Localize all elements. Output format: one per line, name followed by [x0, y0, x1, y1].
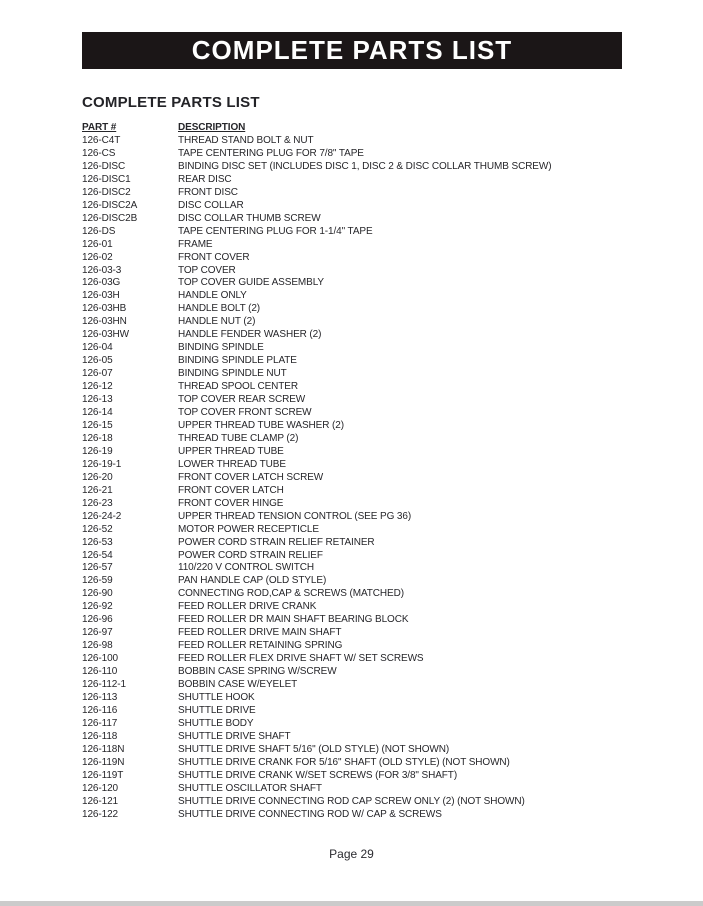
table-row [82, 329, 622, 342]
part-number-cell: 126-90 [82, 588, 113, 600]
table-header-row [82, 121, 622, 135]
part-number-cell: 126-59 [82, 575, 113, 587]
part-number-cell: 126-DS [82, 225, 116, 237]
table-row [82, 355, 622, 368]
part-number-cell: 126-DISC [82, 160, 126, 172]
table-row [82, 627, 622, 640]
table-row [82, 420, 622, 433]
table-row [82, 550, 622, 563]
part-number-cell: 126-112-1 [82, 679, 126, 691]
description-cell: 110/220 V CONTROL SWITCH [178, 562, 314, 574]
table-row [82, 277, 622, 290]
table-row [82, 783, 622, 796]
description-cell: DISC COLLAR [178, 199, 244, 211]
description-cell: FRAME [178, 238, 213, 250]
description-cell: BINDING SPINDLE NUT [178, 368, 287, 380]
description-cell: PAN HANDLE CAP (OLD STYLE) [178, 575, 327, 587]
description-cell: FEED ROLLER DRIVE MAIN SHAFT [178, 627, 342, 639]
description-cell: DISC COLLAR THUMB SCREW [178, 212, 321, 224]
description-cell: FRONT COVER HINGE [178, 497, 284, 509]
part-number-cell: 126-C4T [82, 135, 121, 146]
description-cell: SHUTTLE DRIVE [178, 704, 256, 716]
part-number-cell: 126-122 [82, 808, 118, 820]
table-row [82, 342, 622, 355]
table-row [82, 511, 622, 524]
description-cell: TOP COVER GUIDE ASSEMBLY [178, 277, 324, 289]
description-cell: SHUTTLE BODY [178, 717, 254, 729]
table-row [82, 498, 622, 511]
part-number-cell: 126-97 [82, 627, 113, 639]
column-header-part: PART # [82, 122, 117, 133]
part-number-cell: 126-118 [82, 730, 118, 742]
description-cell: BINDING SPINDLE PLATE [178, 355, 297, 367]
part-number-cell: 126-121 [82, 795, 118, 807]
description-cell: BINDING SPINDLE [178, 342, 264, 354]
table-row [82, 239, 622, 252]
table-row [82, 213, 622, 226]
table-row [82, 666, 622, 679]
page-title: COMPLETE PARTS LIST [82, 94, 260, 111]
description-cell: SHUTTLE DRIVE CONNECTING ROD CAP SCREW ONLY (2) (NOT SHOWN) [178, 795, 525, 807]
description-cell: MOTOR POWER RECEPTICLE [178, 523, 319, 535]
table-row [82, 757, 622, 770]
part-number-cell: 126-110 [82, 666, 118, 678]
description-cell: SHUTTLE DRIVE SHAFT [178, 730, 291, 742]
description-cell: THREAD TUBE CLAMP (2) [178, 432, 299, 444]
table-row [82, 562, 622, 575]
part-number-cell: 126-03HN [82, 316, 127, 328]
part-number-cell: 126-98 [82, 640, 113, 652]
table-row [82, 446, 622, 459]
table-row [82, 174, 622, 187]
part-number-cell: 126-119T [82, 769, 124, 781]
part-number-cell: 126-53 [82, 536, 113, 548]
table-row [82, 744, 622, 757]
description-cell: TOP COVER REAR SCREW [178, 394, 306, 406]
part-number-cell: 126-113 [82, 691, 118, 703]
part-number-cell: 126-03HW [82, 329, 129, 341]
description-cell: SHUTTLE HOOK [178, 691, 255, 703]
description-cell: HANDLE FENDER WASHER (2) [178, 329, 322, 341]
table-row [82, 265, 622, 278]
part-number-cell: 126-118N [82, 743, 125, 755]
table-row [82, 407, 622, 420]
table-row [82, 614, 622, 627]
description-cell: FEED ROLLER DRIVE CRANK [178, 601, 317, 613]
table-row [82, 200, 622, 213]
table-row [82, 575, 622, 588]
description-cell: FRONT COVER [178, 251, 250, 263]
part-number-cell: 126-07 [82, 368, 113, 380]
description-cell: UPPER THREAD TUBE [178, 445, 284, 457]
page-content [82, 32, 622, 822]
part-number-cell: 126-12 [82, 381, 113, 393]
description-cell: SHUTTLE DRIVE SHAFT 5/16" (OLD STYLE) (NOT SHOWN) [178, 743, 450, 755]
table-row [82, 161, 622, 174]
description-cell: SHUTTLE DRIVE CRANK W/SET SCREWS (FOR 3/8" SHAFT) [178, 769, 458, 781]
description-cell: UPPER THREAD TUBE WASHER (2) [178, 419, 344, 431]
table-row [82, 472, 622, 485]
table-row [82, 303, 622, 316]
table-row [82, 524, 622, 537]
table-row [82, 601, 622, 614]
description-cell: FRONT COVER LATCH SCREW [178, 471, 324, 483]
description-cell: HANDLE NUT (2) [178, 316, 256, 328]
table-row [82, 485, 622, 498]
description-cell: HANDLE ONLY [178, 290, 247, 302]
description-cell: FRONT DISC [178, 186, 238, 198]
description-cell: SHUTTLE DRIVE CRANK FOR 5/16" SHAFT (OLD STYLE) (NOT SHOWN) [178, 756, 510, 768]
table-row [82, 187, 622, 200]
description-cell: TOP COVER [178, 264, 236, 276]
description-cell: TAPE CENTERING PLUG FOR 1-1/4" TAPE [178, 225, 373, 237]
description-cell: FEED ROLLER DR MAIN SHAFT BEARING BLOCK [178, 614, 409, 626]
table-row [82, 796, 622, 809]
page-number: Page 29 [329, 847, 374, 861]
part-number-cell: 126-02 [82, 251, 113, 263]
part-number-cell: 126-116 [82, 704, 118, 716]
table-row [82, 653, 622, 666]
table-row [82, 537, 622, 550]
part-number-cell: 126-54 [82, 549, 113, 561]
description-cell: POWER CORD STRAIN RELIEF RETAINER [178, 536, 375, 548]
part-number-cell: 126-20 [82, 471, 113, 483]
part-number-cell: 126-01 [82, 238, 113, 250]
description-cell: TOP COVER FRONT SCREW [178, 407, 312, 419]
part-number-cell: 126-CS [82, 147, 116, 159]
description-cell: THREAD SPOOL CENTER [178, 381, 298, 393]
part-number-cell: 126-DISC2 [82, 186, 131, 198]
table-row [82, 381, 622, 394]
part-number-cell: 126-96 [82, 614, 113, 626]
part-number-cell: 126-03-3 [82, 264, 122, 276]
description-cell: BINDING DISC SET (INCLUDES DISC 1, DISC 2 & DISC COLLAR THUMB SCREW) [178, 160, 552, 172]
part-number-cell: 126-15 [82, 419, 113, 431]
description-cell: SHUTTLE DRIVE CONNECTING ROD W/ CAP & SCREWS [178, 808, 442, 820]
part-number-cell: 126-04 [82, 342, 113, 354]
table-row [82, 368, 622, 381]
table-row [82, 640, 622, 653]
part-number-cell: 126-120 [82, 782, 118, 794]
description-cell: BOBBIN CASE SPRING W/SCREW [178, 666, 337, 678]
scan-edge-artifact [0, 901, 703, 906]
part-number-cell: 126-24-2 [82, 510, 122, 522]
part-number-cell: 126-DISC2A [82, 199, 138, 211]
part-number-cell: 126-57 [82, 562, 113, 574]
table-row [82, 809, 622, 822]
table-row [82, 148, 622, 161]
part-number-cell: 126-DISC2B [82, 212, 138, 224]
part-number-cell: 126-13 [82, 394, 113, 406]
description-cell: HANDLE BOLT (2) [178, 303, 261, 315]
part-number-cell: 126-18 [82, 432, 113, 444]
table-row [82, 705, 622, 718]
description-cell: THREAD STAND BOLT & NUT [178, 135, 314, 146]
banner-title: COMPLETE PARTS LIST [191, 35, 513, 65]
title-banner [82, 32, 622, 69]
part-number-cell: 126-03G [82, 277, 121, 289]
description-cell: REAR DISC [178, 173, 232, 185]
description-cell: BOBBIN CASE W/EYELET [178, 679, 298, 691]
part-number-cell: 126-19-1 [82, 458, 122, 470]
table-row [82, 692, 622, 705]
part-number-cell: 126-05 [82, 355, 113, 367]
description-cell: UPPER THREAD TENSION CONTROL (SEE PG 36) [178, 510, 412, 522]
part-number-cell: 126-21 [82, 484, 113, 496]
part-number-cell: 126-92 [82, 601, 113, 613]
table-row [82, 459, 622, 472]
part-number-cell: 126-14 [82, 407, 113, 419]
table-row [82, 394, 622, 407]
part-number-cell: 126-52 [82, 523, 113, 535]
part-number-cell: 126-03H [82, 290, 120, 302]
table-row [82, 679, 622, 692]
table-body [82, 135, 622, 822]
table-row [82, 433, 622, 446]
parts-table [82, 121, 622, 822]
table-row [82, 226, 622, 239]
description-cell: CONNECTING ROD,CAP & SCREWS (MATCHED) [178, 588, 404, 600]
description-cell: LOWER THREAD TUBE [178, 458, 286, 470]
table-row [82, 770, 622, 783]
table-row [82, 252, 622, 265]
description-cell: SHUTTLE OSCILLATOR SHAFT [178, 782, 322, 794]
part-number-cell: 126-100 [82, 653, 118, 665]
table-row [82, 718, 622, 731]
column-header-description: DESCRIPTION [178, 122, 246, 133]
description-cell: TAPE CENTERING PLUG FOR 7/8" TAPE [178, 147, 364, 159]
table-row [82, 135, 622, 148]
table-row [82, 290, 622, 303]
part-number-cell: 126-119N [82, 756, 125, 768]
part-number-cell: 126-23 [82, 497, 113, 509]
part-number-cell: 126-117 [82, 717, 118, 729]
table-row [82, 316, 622, 329]
part-number-cell: 126-DISC1 [82, 173, 131, 185]
description-cell: POWER CORD STRAIN RELIEF [178, 549, 323, 561]
description-cell: FEED ROLLER RETAINING SPRING [178, 640, 343, 652]
description-cell: FEED ROLLER FLEX DRIVE SHAFT W/ SET SCREWS [178, 653, 424, 665]
table-row [82, 731, 622, 744]
part-number-cell: 126-19 [82, 445, 113, 457]
part-number-cell: 126-03HB [82, 303, 127, 315]
description-cell: FRONT COVER LATCH [178, 484, 284, 496]
table-row [82, 588, 622, 601]
